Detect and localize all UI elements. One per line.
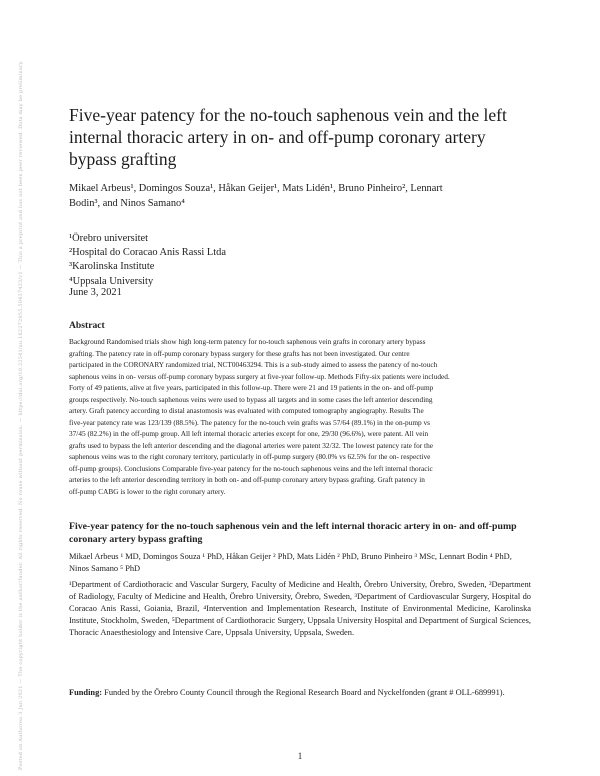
funding-label: Funding: (69, 688, 103, 697)
abstract-line: 37/45 (82.2%) in the off-pump group. All left internal thoracic arteries except for one, 29/30 (96.6%), were patent. All vein (69, 429, 429, 438)
abstract-line: artery. Graft patency according to distal anastomosis was evaluated with computed tomography angiography. Results The (69, 406, 424, 415)
affiliation-3: ³Karolinska Institute (69, 261, 155, 273)
funding-statement (69, 687, 531, 699)
abstract-line: off-pump groups). Conclusions Comparable five-year patency for the no-touch saphenous veins and the left internal thoracic (69, 463, 433, 473)
preprint-sidebar-note (18, 60, 30, 770)
department-affiliations: ¹Department of Cardiothoracic and Vascular Surgery, Faculty of Medicine and Health, Örebro University, Örebro, Sweden, ²Department of Radiology, Faculty of Medicine and Health, Örebro University, Örebro, Sweden, ³Department of Cardiovascular Surgery, Hospital do Coracao Anis Rassi, Goiania, Brazil, ⁴Intervention and Implementation Research, Institute of Environmental Medicine, Karolinska Institute, Stockholm, Sweden, ⁵Department of Cardiothoracic Surgery, Uppsala University Hospital and Department of Surgical Sciences, Thoracic Anaesthesiology and Intensive Care, Uppsala University, Uppsala, Sweden. (69, 580, 531, 637)
abstract-line: grafts used to bypass the left anterior descending and the diagonal arteries were patent 32/32. The lowest patency rate for the (69, 440, 433, 450)
abstract-line: grafting. The patency rate in off-pump coronary bypass surgery for these grafts has not been investigated. Our centre (69, 348, 410, 358)
abstract-line: saphenous veins in on- versus off-pump coronary bypass surgery at five-year follow-up. Methods Fifty-six patients were included. (69, 371, 450, 381)
affiliation-4: ⁴Uppsala University (69, 275, 154, 287)
affiliation-2: ²Hospital do Coracao Anis Rassi Ltda (69, 247, 226, 259)
abstract-body (69, 336, 531, 497)
funding-text: Funded by the Örebro County Council through the Regional Research Board and Nyckelfonden (grant # OLL-689991). (102, 688, 505, 697)
paper-title: Five-year patency for the no-touch saphenous vein and the left internal thoracic artery in on- and off-pump coronary artery bypass grafting (69, 105, 507, 169)
abstract-line: Background Randomised trials show high long-term patency for no-touch saphenous vein grafts in coronary artery bypass (69, 337, 426, 346)
abstract-line: participated in the CORONARY randomized trial, NCT00463294. This is a sub-study aimed to assess the patency of no-touch (69, 360, 438, 369)
abstract-line: groups respectively. No-touch saphenous veins were used to bypass all targets and in some cases the left anterior descending (69, 394, 433, 404)
author-byline: Mikael Arbeus ¹ MD, Domingos Souza ¹ PhD, Håkan Geijer ² PhD, Mats Lidén ² PhD, Bruno Pinheiro ³ MSc, Lennart Bodin ⁴ PhD, Ninos Samano ⁵ PhD (69, 552, 512, 573)
abstract-heading: Abstract (69, 320, 105, 331)
author-list (69, 182, 531, 211)
abstract-line: arteries to the left anterior descending territory in both on- and off-pump coronary artery bypass grafting. Graft patency in (69, 475, 425, 484)
abstract-line: Forty of 49 patients, alive at five years, participated in this follow-up. There were 21 and 19 patients in the on- and off-pump (69, 383, 434, 392)
abstract-line: saphenous veins was to the right coronary territory, particularly in off-pump surgery (80.0% vs 62.5% for the on- respective (69, 452, 431, 461)
abstract-line: five-year patency rate was 123/139 (88.5%). The patency for the no-touch vein grafts was 57/64 (89.1%) in the on-pump vs (69, 417, 430, 427)
affiliation-list (69, 232, 226, 289)
abstract-line: off-pump CABG is lower to the right coronary artery. (69, 486, 226, 496)
section-heading: Five-year patency for the no-touch saphenous vein and the left internal thoracic artery in on- and off-pump coronary artery bypass grafting (69, 521, 517, 545)
affiliation-1: ¹Örebro universitet (69, 233, 149, 244)
authors-line-1: Mikael Arbeus¹, Domingos Souza¹, Håkan Geijer¹, Mats Lidén¹, Bruno Pinheiro², Lennart (69, 183, 443, 194)
sidebar-text: Posted on Authorea 3 Jun 2021 — The copyright holder is the author/funder. All rights reserved. No reuse without permission. — https://doi.org/10.22541/au.162272955.50437433/v1 — This a preprint and has not been peer reviewed. Data may be preliminary. (18, 60, 24, 770)
page-number: 1 (297, 751, 303, 761)
authors-line-2: Bodin³, and Ninos Samano⁴ (69, 197, 185, 209)
publication-date: June 3, 2021 (69, 287, 122, 298)
